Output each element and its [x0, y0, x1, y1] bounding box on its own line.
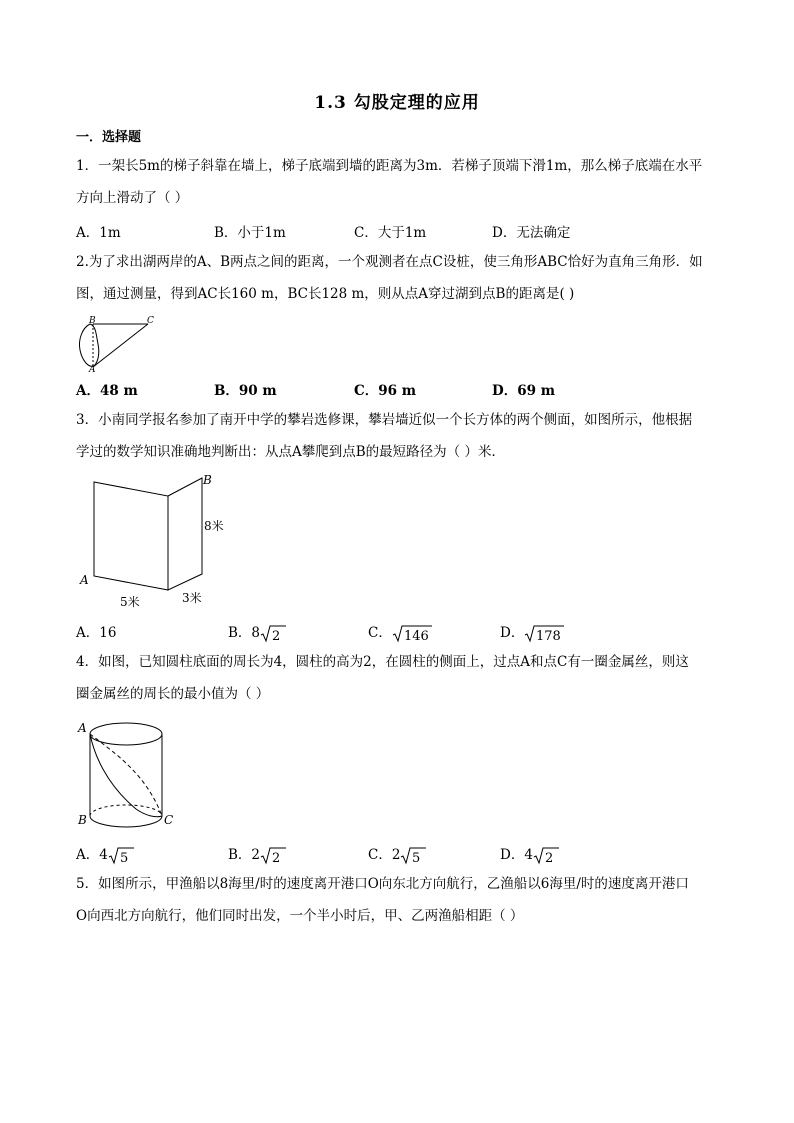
label-depth: 3米	[182, 591, 202, 605]
q2-option-d: D．69 m	[492, 383, 555, 399]
label-b: B	[89, 316, 96, 326]
svg-text:178: 178	[536, 628, 562, 644]
sqrt-symbol	[260, 624, 286, 644]
q4-option-c-label: C．2	[368, 847, 401, 863]
q3-text-line1: 3．小南同学报名参加了南开中学的攀岩选修课，攀岩墙近似一个长方体的两个侧面，如图所示，他根据	[76, 412, 693, 428]
q4-option-a	[76, 843, 134, 866]
q2-lake-figure	[76, 314, 162, 372]
segment-ac	[93, 324, 148, 367]
q2-option-b: B．90 m	[214, 383, 277, 399]
q3-option-a: A．16	[76, 625, 117, 641]
cylinder-top	[90, 723, 162, 745]
q3-option-d	[500, 621, 564, 644]
q1-option-d: D．无法确定	[492, 225, 571, 241]
q5-text-line1: 5．如图所示，甲渔船以8海里/时的速度离开港口O向东北方向航行，乙渔船以6海里/时的速度离开港口	[76, 876, 689, 892]
label-a: A	[89, 365, 96, 372]
label-a: A	[78, 721, 87, 735]
cylinder-bottom-back	[90, 805, 162, 816]
q4-cylinder-figure	[76, 714, 180, 830]
q3-option-c-label: C．	[368, 625, 392, 641]
wall-face-front	[94, 482, 168, 590]
label-height: 8米	[204, 519, 224, 533]
sqrt-symbol	[400, 846, 426, 866]
svg-text:146: 146	[403, 628, 429, 644]
svg-text:5: 5	[412, 850, 421, 866]
label-b: B	[78, 813, 87, 827]
q4-option-a-label: A．4	[76, 847, 108, 863]
sqrt-symbol	[108, 846, 134, 866]
q2-option-c: C．96 m	[354, 383, 417, 399]
q4-option-c	[368, 843, 426, 866]
q2-text-line2: 图，通过测量，得到AC长160 m，BC长128 m，则从点A穿过湖到点B的距离是( )	[76, 286, 575, 302]
q1-option-a: A．1m	[76, 225, 121, 241]
q1-text-line2: 方向上滑动了（ ）	[76, 190, 189, 206]
sqrt-symbol	[533, 846, 559, 866]
q2-text-line1: 2.为了求出湖两岸的A、B两点之间的距离，一个观测者在点C设桩，使三角形ABC恰好为直角三角形．如	[76, 254, 703, 270]
sqrt-symbol	[260, 846, 286, 866]
label-b: B	[203, 473, 212, 487]
svg-text:2: 2	[272, 628, 281, 644]
q3-text-line2: 学过的数学知识准确地判断出：从点A攀爬到点B的最短路径为（ ）米．	[76, 444, 505, 460]
q4-option-d-label: D．4	[500, 847, 533, 863]
section-heading: 一．选择题	[76, 130, 142, 145]
q4-option-b	[228, 843, 286, 866]
q4-option-d	[500, 843, 559, 866]
q2-option-a: A．48 m	[76, 383, 138, 399]
q3-option-b-label: B．8	[228, 625, 261, 641]
wire-back-path	[90, 734, 162, 816]
page-title: 1.3 勾股定理的应用	[314, 93, 480, 113]
q4-option-b-label: B．2	[228, 847, 261, 863]
cylinder-bottom-front	[90, 816, 162, 827]
label-a: A	[80, 573, 89, 587]
label-c: C	[147, 316, 154, 326]
q3-climbing-wall-figure	[76, 470, 236, 612]
svg-text:5: 5	[119, 850, 129, 866]
q1-option-b: B．小于1m	[214, 225, 286, 241]
sqrt-symbol	[392, 624, 432, 644]
label-width: 5米	[120, 595, 140, 609]
wall-face-side	[168, 478, 202, 590]
q5-text-line2: O向西北方向航行，他们同时出发，一个半小时后，甲、乙两渔船相距（ ）	[76, 908, 524, 924]
wire-front-path	[90, 734, 162, 817]
q3-option-b	[228, 621, 286, 644]
q1-option-c: C．大于1m	[354, 225, 427, 241]
q3-option-d-label: D．	[500, 625, 525, 641]
q4-text-line1: 4．如图，已知圆柱底面的周长为4，圆柱的高为2，在圆柱的侧面上，过点A和点C有一圈金属丝，则这	[76, 654, 689, 670]
q1-text-line1: 1．一架长5m的梯子斜靠在墙上，梯子底端到墙的距离为3m．若梯子顶端下滑1m，那么梯子底端在水平	[76, 158, 703, 174]
q3-option-c	[368, 621, 432, 644]
svg-text:2: 2	[544, 850, 554, 866]
sqrt-symbol	[524, 624, 564, 644]
q4-text-line2: 圈金属丝的周长的最小值为（ ）	[76, 686, 270, 702]
lake-shape	[79, 324, 98, 366]
label-c: C	[164, 813, 174, 827]
svg-text:2: 2	[272, 850, 281, 866]
